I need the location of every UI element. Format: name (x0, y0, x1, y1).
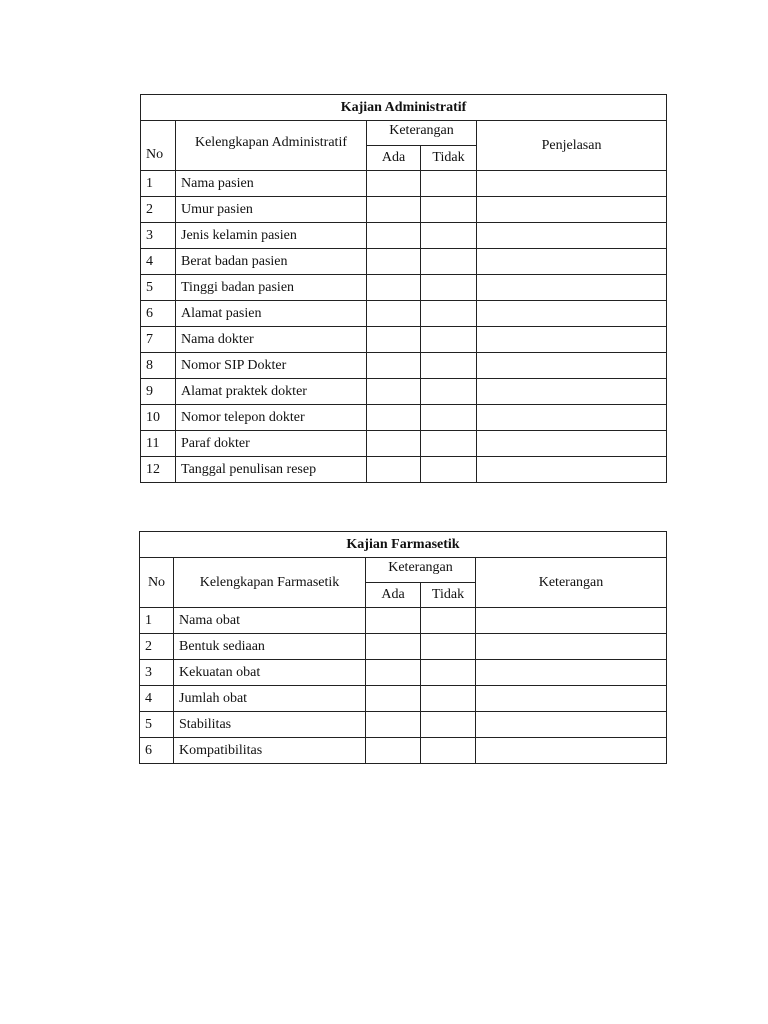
tidak-cell (421, 275, 477, 301)
note-cell (476, 686, 667, 712)
tidak-cell (421, 249, 477, 275)
note-cell (477, 405, 667, 431)
table-row (141, 405, 667, 431)
row-number: 4 (141, 249, 176, 275)
column-header-tidak: Tidak (421, 146, 477, 171)
row-item-label: Nama pasien (176, 171, 367, 197)
kajian-farmasetik-title: Kajian Farmasetik (140, 532, 667, 558)
row-number: 12 (141, 457, 176, 483)
row-item-label: Tanggal penulisan resep (176, 457, 367, 483)
ada-cell (367, 197, 421, 223)
row-number: 9 (141, 379, 176, 405)
note-cell (477, 327, 667, 353)
row-number: 3 (141, 223, 176, 249)
row-number: 2 (140, 634, 174, 660)
tidak-cell (421, 379, 477, 405)
row-item-label: Jenis kelamin pasien (176, 223, 367, 249)
table-row (141, 431, 667, 457)
ada-cell (367, 457, 421, 483)
column-header-tidak: Tidak (421, 583, 476, 608)
row-item-label: Berat badan pasien (176, 249, 367, 275)
table-row (140, 608, 667, 634)
note-cell (477, 197, 667, 223)
row-item-label: Kekuatan obat (174, 660, 366, 686)
table-title-row (141, 95, 667, 121)
table-title-row (140, 532, 667, 558)
ada-cell (366, 660, 421, 686)
ada-cell (366, 712, 421, 738)
kajian-farmasetik-body (140, 532, 667, 764)
table-row (141, 197, 667, 223)
column-header-kelengkapan: Kelengkapan Administratif (176, 121, 367, 171)
column-header-kelengkapan: Kelengkapan Farmasetik (174, 558, 366, 608)
column-header-penjelasan: Penjelasan (477, 121, 667, 171)
note-cell (477, 301, 667, 327)
note-cell (477, 379, 667, 405)
row-item-label: Nomor SIP Dokter (176, 353, 367, 379)
row-item-label: Tinggi badan pasien (176, 275, 367, 301)
row-item-label: Nomor telepon dokter (176, 405, 367, 431)
row-item-label: Kompatibilitas (174, 738, 366, 764)
table-row (141, 353, 667, 379)
table-row (141, 249, 667, 275)
tidak-cell (421, 608, 476, 634)
ada-cell (366, 738, 421, 764)
row-item-label: Jumlah obat (174, 686, 366, 712)
tidak-cell (421, 738, 476, 764)
tidak-cell (421, 431, 477, 457)
kajian-administratif-body (141, 95, 667, 483)
column-header-no: No (140, 558, 174, 608)
note-cell (477, 171, 667, 197)
row-number: 1 (141, 171, 176, 197)
tidak-cell (421, 171, 477, 197)
ada-cell (366, 686, 421, 712)
table-row (141, 457, 667, 483)
note-cell (476, 738, 667, 764)
row-item-label: Nama dokter (176, 327, 367, 353)
ada-cell (367, 431, 421, 457)
ada-cell (367, 171, 421, 197)
column-header-no: No (141, 121, 176, 171)
table-row (141, 223, 667, 249)
tidak-cell (421, 457, 477, 483)
row-number: 6 (140, 738, 174, 764)
table-header-row (141, 121, 667, 146)
row-number: 7 (141, 327, 176, 353)
column-header-keterangan: Keterangan (367, 121, 477, 146)
ada-cell (367, 301, 421, 327)
row-number: 8 (141, 353, 176, 379)
row-number: 10 (141, 405, 176, 431)
column-header-keterangan: Keterangan (366, 558, 476, 583)
kajian-administratif-table (140, 94, 667, 483)
row-number: 2 (141, 197, 176, 223)
tidak-cell (421, 223, 477, 249)
note-cell (477, 249, 667, 275)
note-cell (477, 353, 667, 379)
note-cell (477, 457, 667, 483)
row-item-label: Stabilitas (174, 712, 366, 738)
tidak-cell (421, 660, 476, 686)
ada-cell (367, 379, 421, 405)
row-item-label: Bentuk sediaan (174, 634, 366, 660)
note-cell (476, 608, 667, 634)
note-cell (476, 712, 667, 738)
note-cell (477, 275, 667, 301)
note-cell (477, 223, 667, 249)
column-header-keterangan-detail: Keterangan (476, 558, 667, 608)
row-item-label: Alamat pasien (176, 301, 367, 327)
table-row (141, 379, 667, 405)
ada-cell (367, 405, 421, 431)
row-number: 4 (140, 686, 174, 712)
tidak-cell (421, 353, 477, 379)
ada-cell (366, 608, 421, 634)
tidak-cell (421, 686, 476, 712)
table-row (141, 301, 667, 327)
ada-cell (367, 327, 421, 353)
table-row (140, 660, 667, 686)
note-cell (476, 634, 667, 660)
row-number: 5 (140, 712, 174, 738)
tidak-cell (421, 712, 476, 738)
tidak-cell (421, 634, 476, 660)
note-cell (477, 431, 667, 457)
ada-cell (367, 249, 421, 275)
table-row (140, 738, 667, 764)
table-header-row (140, 558, 667, 583)
ada-cell (367, 353, 421, 379)
ada-cell (366, 634, 421, 660)
row-number: 1 (140, 608, 174, 634)
row-item-label: Alamat praktek dokter (176, 379, 367, 405)
table-row (141, 327, 667, 353)
table-row (141, 275, 667, 301)
row-item-label: Umur pasien (176, 197, 367, 223)
row-number: 11 (141, 431, 176, 457)
kajian-administratif-title: Kajian Administratif (141, 95, 667, 121)
ada-cell (367, 223, 421, 249)
row-number: 5 (141, 275, 176, 301)
table-row (140, 712, 667, 738)
ada-cell (367, 275, 421, 301)
tidak-cell (421, 301, 477, 327)
tidak-cell (421, 327, 477, 353)
note-cell (476, 660, 667, 686)
column-header-ada: Ada (367, 146, 421, 171)
table-row (140, 686, 667, 712)
tidak-cell (421, 197, 477, 223)
table-row (141, 171, 667, 197)
row-number: 3 (140, 660, 174, 686)
tidak-cell (421, 405, 477, 431)
kajian-farmasetik-table (139, 531, 667, 764)
column-header-ada: Ada (366, 583, 421, 608)
row-item-label: Paraf dokter (176, 431, 367, 457)
table-row (140, 634, 667, 660)
row-item-label: Nama obat (174, 608, 366, 634)
row-number: 6 (141, 301, 176, 327)
